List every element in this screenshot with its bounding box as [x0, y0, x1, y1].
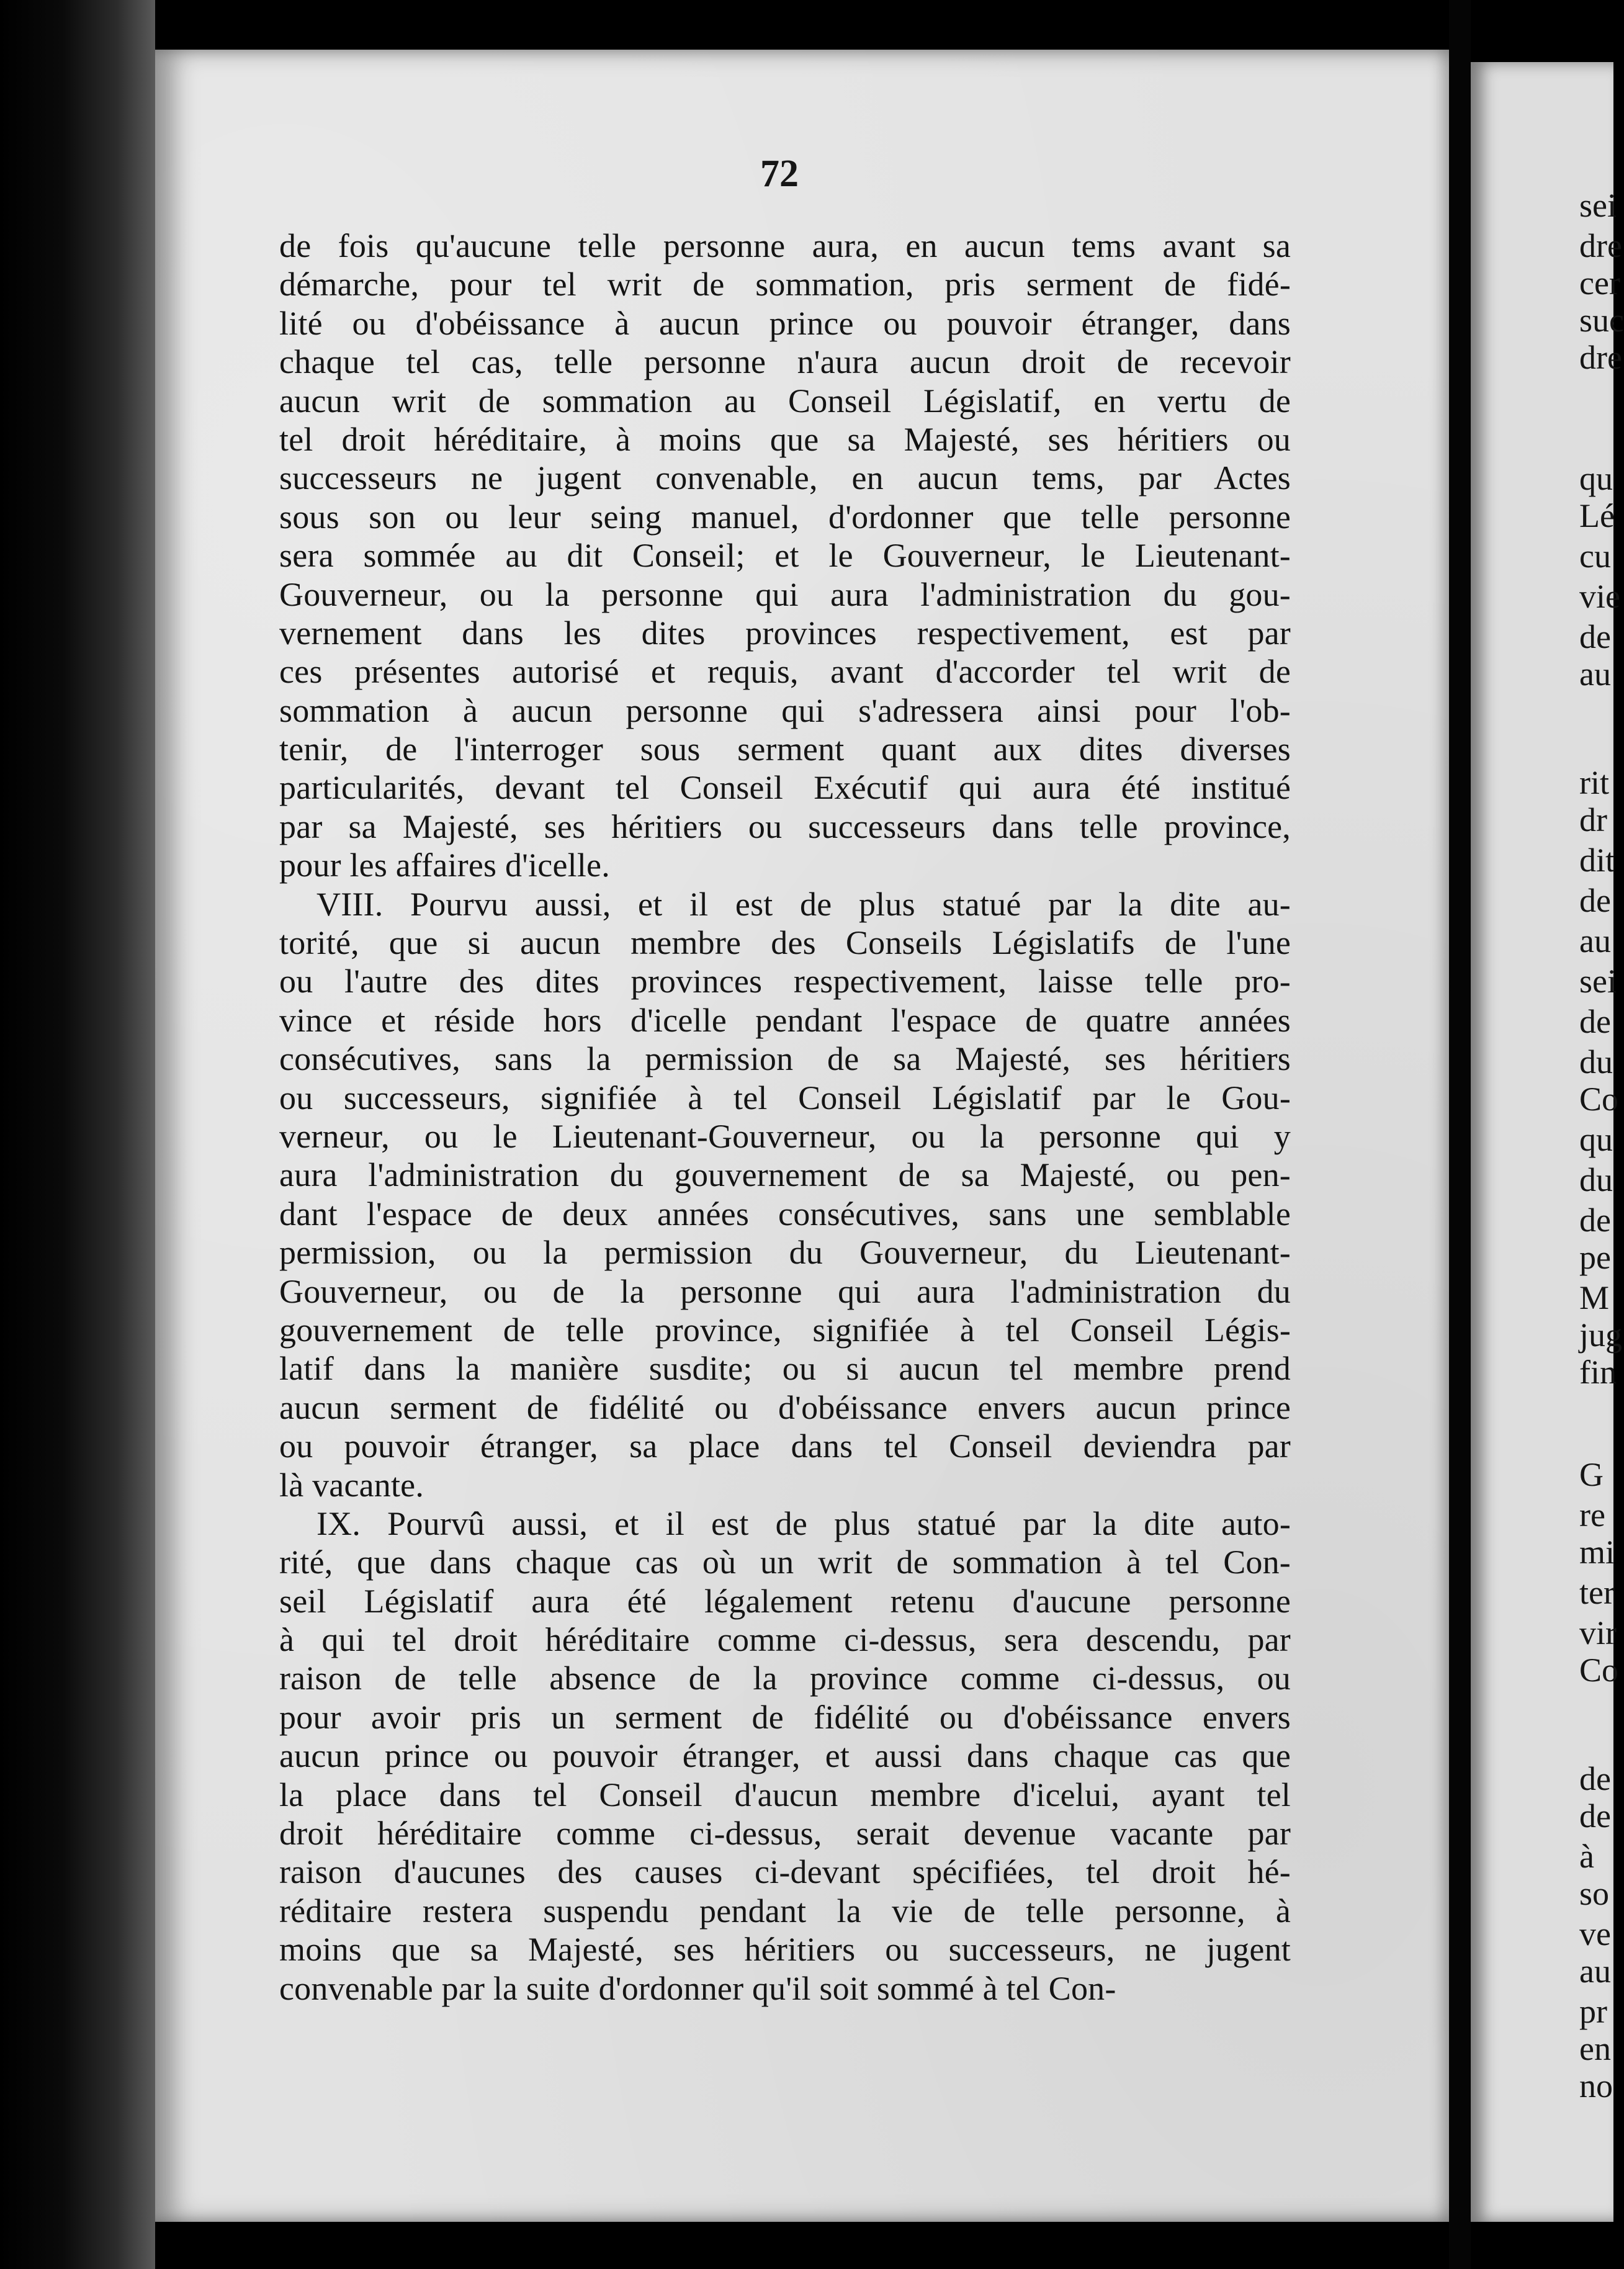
- facing-page-fragment: qu: [1579, 460, 1613, 497]
- text-line: ou pouvoir étranger, sa place dans tel Conseil deviendra par: [279, 1427, 1291, 1465]
- text-line: sommation à aucun personne qui s'adressera ainsi pour l'ob-: [279, 691, 1291, 729]
- facing-page-fragment: de: [1579, 882, 1611, 919]
- text-line: démarche, pour tel writ de sommation, pris serment de fidé-: [279, 266, 1291, 303]
- facing-page-fragment: sei: [1579, 187, 1617, 224]
- facing-page-fragment: dr: [1579, 801, 1607, 838]
- facing-page-fragment: de: [1579, 1202, 1611, 1239]
- text-line: Gouverneur, ou de la personne qui aura l'administration du: [279, 1272, 1291, 1310]
- text-line: aucun serment de fidélité ou d'obéissance envers aucun prince: [279, 1388, 1291, 1426]
- text-line: VIII. Pourvu aussi, et il est de plus statué par la dite au-: [316, 885, 1291, 923]
- facing-page-fragment: ter: [1579, 1574, 1615, 1611]
- text-line: particularités, devant tel Conseil Exécutif qui aura été institué: [279, 769, 1291, 807]
- text-line: réditaire restera suspendu pendant la vie de telle personne, à: [279, 1892, 1291, 1930]
- text-line: sera sommée au dit Conseil; et le Gouverneur, le Lieutenant-: [279, 537, 1291, 575]
- text-line: latif dans la manière susdite; ou si aucun tel membre prend: [279, 1350, 1291, 1388]
- text-line: aura l'administration du gouvernement de sa Majesté, ou pen-: [279, 1156, 1291, 1194]
- text-line: raison de telle absence de la province comme ci-dessus, ou: [279, 1660, 1291, 1697]
- text-line: convenable par la suite d'ordonner qu'il soit sommé à tel Con-: [279, 1969, 1116, 2007]
- facing-page-fragment: cu: [1579, 537, 1611, 575]
- facing-page-fragment: Co: [1579, 1081, 1619, 1118]
- text-line: consécutives, sans la permission de sa Majesté, ses héritiers: [279, 1040, 1291, 1078]
- text-line: pour avoir pris un serment de fidélité ou d'obéissance envers: [279, 1698, 1291, 1736]
- text-line: moins que sa Majesté, ses héritiers ou successeurs, ne jugent: [279, 1931, 1291, 1969]
- text-line: seil Législatif aura été légalement retenu d'aucune personne: [279, 1582, 1291, 1620]
- text-line: ou successeurs, signifiée à tel Conseil Législatif par le Gou-: [279, 1079, 1291, 1117]
- facing-page-fragment: Co: [1579, 1651, 1619, 1689]
- text-line: verneur, ou le Lieutenant-Gouverneur, ou la personne qui y: [279, 1117, 1291, 1155]
- facing-page-fragment: ve: [1579, 1915, 1611, 1952]
- facing-page-fragment: cer: [1579, 264, 1620, 302]
- text-line: lité ou d'obéissance à aucun prince ou pouvoir étranger, dans: [279, 304, 1291, 342]
- facing-page-fragment: dre: [1579, 227, 1622, 264]
- text-line: chaque tel cas, telle personne n'aura aucun droit de recevoir: [279, 343, 1291, 381]
- facing-page-fragment: G: [1579, 1456, 1604, 1493]
- text-line: là vacante.: [279, 1466, 424, 1504]
- page-body-text: [279, 227, 1291, 2008]
- text-line: droit héréditaire comme ci-dessus, serait devenue vacante par: [279, 1815, 1291, 1853]
- text-line: par sa Majesté, ses héritiers ou successeurs dans telle province,: [279, 807, 1291, 845]
- text-line: à qui tel droit héréditaire comme ci-dessus, sera descendu, par: [279, 1621, 1291, 1659]
- book-binding-edge: [0, 0, 155, 2269]
- facing-page-fragment: suc: [1579, 302, 1624, 339]
- facing-page-fragment: de: [1579, 1003, 1611, 1040]
- facing-page-fragment: de: [1579, 618, 1611, 655]
- text-line: aucun writ de sommation au Conseil Législatif, en vertu de: [279, 382, 1291, 420]
- text-line: rité, que dans chaque cas où un writ de sommation à tel Con-: [279, 1543, 1291, 1581]
- facing-page-fragment: au: [1579, 655, 1611, 693]
- text-line: ou l'autre des dites provinces respectivement, laisse telle pro-: [279, 963, 1291, 1000]
- facing-page-fragment: du: [1579, 1043, 1613, 1081]
- facing-page-fragment: jug: [1579, 1316, 1623, 1354]
- facing-page-fragment: M: [1579, 1279, 1610, 1316]
- facing-page-fragment: pr: [1579, 1993, 1607, 2030]
- facing-page-fragment: en: [1579, 2030, 1611, 2067]
- facing-page-fragment: so: [1579, 1875, 1610, 1912]
- text-line: aucun prince ou pouvoir étranger, et aussi dans chaque cas que: [279, 1737, 1291, 1775]
- facing-page-fragment: au: [1579, 1952, 1611, 1990]
- facing-page-fragment: fin: [1579, 1354, 1617, 1391]
- facing-page-fragment: no: [1579, 2067, 1613, 2105]
- text-line: vince et réside hors d'icelle pendant l'espace de quatre années: [279, 1001, 1291, 1039]
- facing-page-fragment: de: [1579, 1797, 1611, 1835]
- facing-page-fragment: à: [1579, 1838, 1594, 1875]
- text-line: tenir, de l'interroger sous serment quant aux dites diverses: [279, 730, 1291, 768]
- facing-page-fragment: pe: [1579, 1239, 1611, 1276]
- facing-page-fragment: rit: [1579, 764, 1609, 801]
- facing-page-fragment: vir: [1579, 1614, 1617, 1651]
- text-line: Gouverneur, ou la personne qui aura l'administration du gou-: [279, 575, 1291, 613]
- facing-page-fragment: de: [1579, 1760, 1611, 1797]
- facing-page-fragment: dit: [1579, 842, 1615, 879]
- page-number: 72: [760, 153, 799, 195]
- facing-page-fragment: au: [1579, 922, 1611, 959]
- text-line: vernement dans les dites provinces respectivement, est par: [279, 614, 1291, 652]
- text-line: ces présentes autorisé et requis, avant d'accorder tel writ de: [279, 653, 1291, 691]
- text-line: la place dans tel Conseil d'aucun membre d'icelui, ayant tel: [279, 1776, 1291, 1813]
- facing-page: [1471, 62, 1624, 2222]
- text-line: torité, que si aucun membre des Conseils Législatifs de l'une: [279, 924, 1291, 962]
- facing-page-fragment: du: [1579, 1161, 1613, 1198]
- text-line: de fois qu'aucune telle personne aura, en aucun tems avant sa: [279, 227, 1291, 264]
- facing-page-fragment: dre: [1579, 339, 1622, 376]
- facing-page-fragment: vie: [1579, 578, 1620, 615]
- facing-page-fragment: re: [1579, 1496, 1605, 1534]
- text-line: successeurs ne jugent convenable, en aucun tems, par Actes: [279, 459, 1291, 497]
- page-gutter: [1449, 0, 1471, 2269]
- text-line: tel droit héréditaire, à moins que sa Majesté, ses héritiers ou: [279, 420, 1291, 458]
- text-line: sous son ou leur seing manuel, d'ordonner que telle personne: [279, 498, 1291, 536]
- text-line: pour les affaires d'icelle.: [279, 847, 610, 884]
- facing-page-fragment: sei: [1579, 963, 1617, 1000]
- text-line: raison d'aucunes des causes ci-devant spécifiées, tel droit hé-: [279, 1853, 1291, 1891]
- facing-page-fragment: Lé: [1579, 497, 1615, 534]
- facing-page-fragment: qu: [1579, 1121, 1613, 1158]
- text-line: dant l'espace de deux années consécutives, sans une semblable: [279, 1195, 1291, 1233]
- text-line: permission, ou la permission du Gouverneur, du Lieutenant-: [279, 1234, 1291, 1272]
- text-line: IX. Pourvû aussi, et il est de plus statué par la dite auto-: [316, 1504, 1291, 1542]
- text-line: gouvernement de telle province, signifiée à tel Conseil Légis-: [279, 1311, 1291, 1349]
- facing-page-fragment: mi: [1579, 1534, 1615, 1571]
